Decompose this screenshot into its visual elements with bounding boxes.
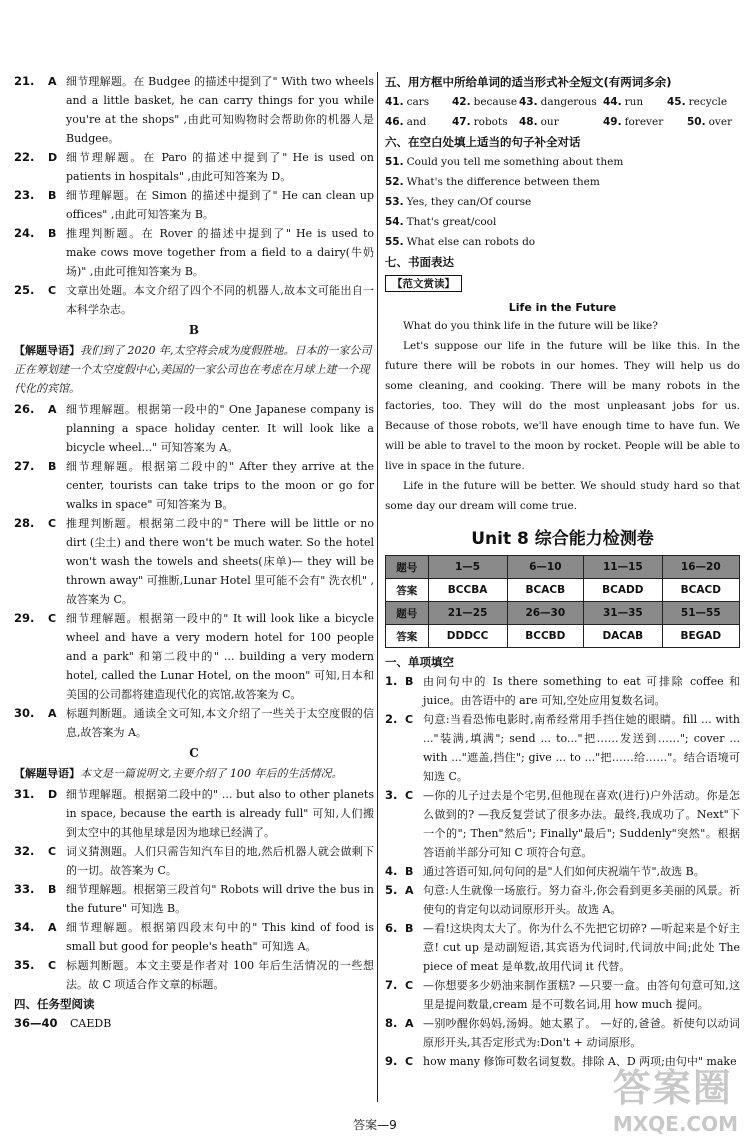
item-explanation: 细节理解题。根据第二段中的" ... but also to other planets in space, because the earth is already full" 可知,人们搬到太空中的其他星球是因为地球已经满了。 <box>66 788 374 839</box>
item-explanation: 由问句中的 Is there something to eat 可排除 coffee 和 juice。由答语中的 are 可知,空处应用复数名词。 <box>423 675 740 707</box>
item-number: 44. <box>603 96 622 108</box>
item-answer: C <box>48 612 57 625</box>
item-answer: B <box>405 865 414 878</box>
fill-item <box>519 92 603 112</box>
dialogue-item <box>385 212 740 232</box>
item-answer: B <box>405 922 414 935</box>
watermark-text: 答案圈 <box>612 1066 733 1110</box>
item-answer: What's the difference between them <box>406 176 600 188</box>
item-answer: What else can robots do <box>406 236 536 248</box>
table-cell: 6—10 <box>507 556 584 579</box>
item-answer: A <box>48 75 57 88</box>
item-number: 34. <box>14 920 35 934</box>
item-number: 25. <box>14 283 35 297</box>
item-explanation: 标题判断题。本文主要是作者对 100 年后生活情况的一些想法。故 C 项适合作文章的标题。 <box>66 959 374 991</box>
item-answer: C <box>48 845 57 858</box>
dialogue-item <box>385 192 740 212</box>
item-number: 41. <box>385 96 404 108</box>
table-header-row <box>386 602 740 625</box>
section-writing-heading: 七、书面表达 <box>385 255 454 269</box>
item-answer: B <box>48 460 57 473</box>
item-number: 43. <box>519 96 538 108</box>
fill-words-row-2 <box>385 112 740 132</box>
essay-paragraph: Let's suppose our life in the future will be like this. In the future there will be robots in our homes. They will help us do some cleaning, and cooking. There will be many robots in the factories, too. They will do the most unpleasant jobs for us. Because of those robots, we'll have enough time to have fun. We will be able to travel to the moon by rocket. People will be able to live in space in the future. <box>385 340 740 472</box>
fill-item <box>385 112 452 132</box>
table-row <box>386 625 740 648</box>
answer-item-26 <box>14 400 374 457</box>
item-number: 30. <box>14 706 35 720</box>
item-explanation: 标题判断题。通读全文可知,本文介绍了一些关于太空度假的信息,故答案为 A。 <box>66 707 374 739</box>
item-answer: B <box>48 883 57 896</box>
answer-item-4 <box>385 862 740 881</box>
guide-text: 我们到了 2020 年,太空将会成为度假胜地。日本的一家公司正在筹划建一个太空度假中心,美国的一家公司也在考虑在月球上建一个现代化的宾馆。 <box>14 344 372 395</box>
answer-item-35 <box>14 956 374 994</box>
fill-item <box>452 92 519 112</box>
item-answer: Could you tell me something about them <box>406 156 624 168</box>
watermark-url: MXQE.COM <box>612 1112 738 1136</box>
answer-item-3 <box>385 786 740 862</box>
item-answer: D <box>48 788 58 801</box>
dialogue-item <box>385 152 740 172</box>
item-answer: cars <box>406 96 430 108</box>
item-explanation: 细节理解题。在 Paro 的描述中提到了" He is used on patients in hospitals" ,由此可知答案为 D。 <box>66 151 374 183</box>
item-answer: robots <box>473 116 508 128</box>
item-number: 4. <box>385 864 398 878</box>
item-explanation: 推理判断题。在 Rover 的描述中提到了" He is used to make cows move together from a field to a dairy(牛奶场)" ,由此可推知答案为 B。 <box>66 227 374 278</box>
item-explanation: 句意:当看恐怖电影时,南希经常用手挡住她的眼睛。fill ... with ..."装满,填满"; send ... to..."把……发送到……"; cover ... with ..."遮盖,挡住"; give ... to ..."把……给……"。结合语境可知选 C。 <box>423 713 740 783</box>
item-answer: C <box>405 1055 414 1068</box>
section-fill-words-heading: 五、用方框中所给单词的适当形式补全短文(有两词多余) <box>385 75 672 89</box>
items-c <box>14 785 374 994</box>
section-b-heading: B <box>188 323 200 337</box>
item-number: 49. <box>603 116 622 128</box>
essay-paragraph: What do you think life in the future will be like? <box>403 320 658 332</box>
table-cell: 答案 <box>386 625 429 648</box>
table-header-row <box>386 556 740 579</box>
answer-item-31 <box>14 785 374 842</box>
table-cell: 31—35 <box>584 602 663 625</box>
section-mc-heading: 一、单项填空 <box>385 655 454 669</box>
page-number: 答案—9 <box>353 1118 397 1132</box>
items-a <box>14 72 374 319</box>
items-b <box>14 400 374 742</box>
item-number: 29. <box>14 611 35 625</box>
section-dialogue-heading: 六、在空白处填上适当的句子补全对话 <box>385 135 581 149</box>
answer-item-33 <box>14 880 374 918</box>
table-cell: 1—5 <box>428 556 507 579</box>
left-column <box>14 72 374 1033</box>
table-cell: DDDCC <box>428 625 507 648</box>
answer-item-25 <box>14 281 374 319</box>
item-number: 54. <box>385 216 404 228</box>
item-answer: A <box>48 403 57 416</box>
item-answer: That's great/cool <box>406 216 497 228</box>
item-answer: C <box>405 789 414 802</box>
item-answer: B <box>48 227 57 240</box>
item-answer: C <box>405 713 414 726</box>
item-answer: A <box>405 1017 414 1030</box>
item-number: 3. <box>385 788 398 802</box>
table-cell: BEGAD <box>662 625 739 648</box>
guide-label: 【解题导语】 <box>14 767 80 780</box>
item-answer: B <box>405 675 414 688</box>
item-answer: because <box>473 96 518 108</box>
answer-item-28 <box>14 514 374 609</box>
item-explanation: how many 修饰可数名词复数。排除 A、D 两项;由句中" make <box>423 1055 737 1068</box>
item-number: 33. <box>14 882 35 896</box>
fill-item <box>667 92 737 112</box>
answer-item-21 <box>14 72 374 148</box>
dialogue-item <box>385 232 740 252</box>
essay-paragraph: Life in the future will be better. We should study hard so that some day our dream will come true. <box>385 480 740 512</box>
guide-label: 【解题导语】 <box>14 344 80 357</box>
item-answer: and <box>406 116 427 128</box>
item-number: 5. <box>385 883 398 897</box>
item-number: 7. <box>385 978 398 992</box>
essay-title: Life in the Future <box>508 301 617 314</box>
table-cell: 答案 <box>386 579 429 602</box>
table-cell: BCADD <box>584 579 663 602</box>
item-number: 47. <box>452 116 471 128</box>
fill-item <box>687 112 739 132</box>
answer-item-30 <box>14 704 374 742</box>
item-number: 28. <box>14 516 35 530</box>
answer-item-6 <box>385 919 740 976</box>
item-explanation: 细节理解题。在 Budgee 的描述中提到了" With two wheels and a little basket, he can carry things for you while you're at the shops" ,由此可知购物时会帮助你的机器人是 Budgee。 <box>66 75 374 145</box>
answer-item-2 <box>385 710 740 786</box>
answer-item-22 <box>14 148 374 186</box>
item-explanation: —别吵醒你妈妈,汤姆。她太累了。 —好的,爸爸。祈使句以动词原形开头,其否定形式为:Don't + 动词原形。 <box>423 1017 740 1049</box>
item-answer: A <box>405 884 414 897</box>
section-c-heading: C <box>189 746 199 760</box>
table-cell: 题号 <box>386 602 429 625</box>
item-number: 31. <box>14 787 35 801</box>
answer-item-23 <box>14 186 374 224</box>
dialogue-item <box>385 172 740 192</box>
item-number: 52. <box>385 176 404 188</box>
item-number: 23. <box>14 188 35 202</box>
item-answer: CAEDB <box>70 1017 112 1030</box>
item-answer: B <box>48 189 57 202</box>
item-number: 45. <box>667 96 686 108</box>
site-watermark-logo <box>613 1057 738 1136</box>
item-number: 42. <box>452 96 471 108</box>
answer-item-29 <box>14 609 374 704</box>
table-cell: BCACB <box>507 579 584 602</box>
answer-item-34 <box>14 918 374 956</box>
answer-item-5 <box>385 881 740 919</box>
item-number: 36—40 <box>14 1016 58 1030</box>
item-explanation: —你的儿子过去是个宅男,但他现在喜欢(进行)户外活动。你是怎么做到的? —我反复尝试了很多办法。最终,我成功了。Next"下一个的"; Then"然后"; Finally"最后"; Suddenly"突然"。根据答语前半部分可知 C 项符合句意。 <box>423 789 740 859</box>
item-explanation: 文章出处题。本文介绍了四个不同的机器人,故本文可能出自一本科学杂志。 <box>66 284 374 316</box>
table-cell: 11—15 <box>584 556 663 579</box>
item-answer: C <box>48 284 57 297</box>
item-number: 35. <box>14 958 35 972</box>
mc-items <box>385 672 740 1071</box>
essay-body <box>385 316 740 516</box>
table-cell: 21—25 <box>428 602 507 625</box>
fill-item <box>519 112 603 132</box>
sample-essay-badge: 【范文赏读】 <box>385 275 462 292</box>
answer-item-27 <box>14 457 374 514</box>
table-row <box>386 579 740 602</box>
item-explanation: 推理判断题。根据第二段中的" There will be little or no dirt (尘土) and there won't be much water. So the hotel won't wash the towels and sheets(床单)— they will be thrown away" 可推断,Lunar Hotel 里可能不会有" 洗衣机" ,故答案为 C。 <box>66 517 374 606</box>
guide-b <box>14 341 374 398</box>
item-number: 27. <box>14 459 35 473</box>
answer-table <box>385 555 740 648</box>
item-explanation: 细节理解题。根据第一段中的" One Japanese company is planning a space holiday center. It will look like a bicycle wheel..." 可知答案为 A。 <box>66 403 374 454</box>
fill-item <box>603 112 687 132</box>
item-number: 51. <box>385 156 404 168</box>
item-answer: our <box>540 116 559 128</box>
item-number: 6. <box>385 921 398 935</box>
item-number: 21. <box>14 74 35 88</box>
item-explanation: —看!这块肉太大了。你为什么不先把它切碎? —听起来是个好主意! cut up 是动副短语,其宾语为代词时,代词放中间;此处 The piece of meat 是单数,故用代词 it 代替。 <box>423 922 740 973</box>
fill-item <box>385 92 452 112</box>
item-answer: D <box>48 151 58 164</box>
item-number: 32. <box>14 844 35 858</box>
item-number: 9. <box>385 1054 398 1068</box>
item-number: 26. <box>14 402 35 416</box>
item-number: 46. <box>385 116 404 128</box>
item-explanation: 词义猜测题。人们只需告知汽车目的地,然后机器人就会做剩下的一切。故答案为 C。 <box>66 845 374 877</box>
table-cell: 51—55 <box>662 602 739 625</box>
item-explanation: —你想要多少奶油来制作蛋糕? —只要一盒。由答句句意可知,这里是提问数量,cream 是不可数名词,用 how much 提问。 <box>423 979 740 1011</box>
right-column <box>385 72 740 1071</box>
item-answer: run <box>624 96 644 108</box>
item-answer: C <box>48 517 57 530</box>
item-number: 50. <box>687 116 706 128</box>
item-number: 53. <box>385 196 404 208</box>
fill-item <box>603 92 667 112</box>
item-explanation: 细节理解题。根据第四段末句中的" This kind of food is small but good for people's heath" 可知选 A。 <box>66 921 374 953</box>
item-number: 2. <box>385 712 398 726</box>
table-cell: 16—20 <box>662 556 739 579</box>
item-answer: forever <box>624 116 664 128</box>
answer-item-7 <box>385 976 740 1014</box>
column-divider <box>377 72 378 1102</box>
item-number: 55. <box>385 236 404 248</box>
item-explanation: 细节理解题。在 Simon 的描述中提到了" He can clean up offices" ,由此可知答案为 B。 <box>66 189 374 221</box>
item-answer: dangerous <box>540 96 597 108</box>
answer-item-24 <box>14 224 374 281</box>
item-answer: A <box>48 707 57 720</box>
guide-c <box>14 764 374 783</box>
table-cell: DACAB <box>584 625 663 648</box>
item-answer: over <box>708 116 733 128</box>
item-number: 24. <box>14 226 35 240</box>
table-cell: BCCBD <box>507 625 584 648</box>
item-explanation: 句意:人生就像一场旅行。努力奋斗,你会看到更多美丽的风景。祈使句的肯定句以动词原形开头。故选 A。 <box>423 884 740 916</box>
answer-item-1 <box>385 672 740 710</box>
item-explanation: 细节理解题。根据第二段中的" After they arrive at the center, tourists can take trips to the moon or go for walks in space" 可知答案为 B。 <box>66 460 374 511</box>
item-answer: recycle <box>688 96 728 108</box>
fill-words-row-1 <box>385 92 740 112</box>
answer-item-32 <box>14 842 374 880</box>
section-task-reading-heading: 四、任务型阅读 <box>14 997 95 1011</box>
item-explanation: 细节理解题。根据第三段首句" Robots will drive the bus in the future" 可知选 B。 <box>66 883 374 915</box>
unit-title: Unit 8 综合能力检测卷 <box>471 529 654 549</box>
fill-item <box>452 112 519 132</box>
item-explanation: 细节理解题。根据第一段中的" It will look like a bicycle wheel and have a very modern hotel for 100 people and a park" 和第二段中的" ... building a very modern hotel, called the Lunar Hotel, on the moon" 可知,日本和美国的公司都将建造现代化的宾馆,故答案为 C。 <box>66 612 374 701</box>
table-cell: 题号 <box>386 556 429 579</box>
item-number: 48. <box>519 116 538 128</box>
guide-text: 本文是一篇说明文,主要介绍了 100 年后的生活情况。 <box>80 767 343 780</box>
answer-item-8 <box>385 1014 740 1052</box>
item-answer: Yes, they can/Of course <box>406 196 532 208</box>
item-answer: C <box>48 959 57 972</box>
table-cell: 26—30 <box>507 602 584 625</box>
item-number: 8. <box>385 1016 398 1030</box>
item-answer: C <box>405 979 414 992</box>
table-cell: BCCBA <box>428 579 507 602</box>
item-explanation: 通过答语可知,问句问的是"人们如何庆祝端午节",故选 B。 <box>423 865 705 878</box>
item-answer: A <box>48 921 57 934</box>
item-number: 22. <box>14 150 35 164</box>
answer-item-36-40 <box>14 1014 374 1033</box>
table-cell: BCACD <box>662 579 739 602</box>
item-number: 1. <box>385 674 398 688</box>
